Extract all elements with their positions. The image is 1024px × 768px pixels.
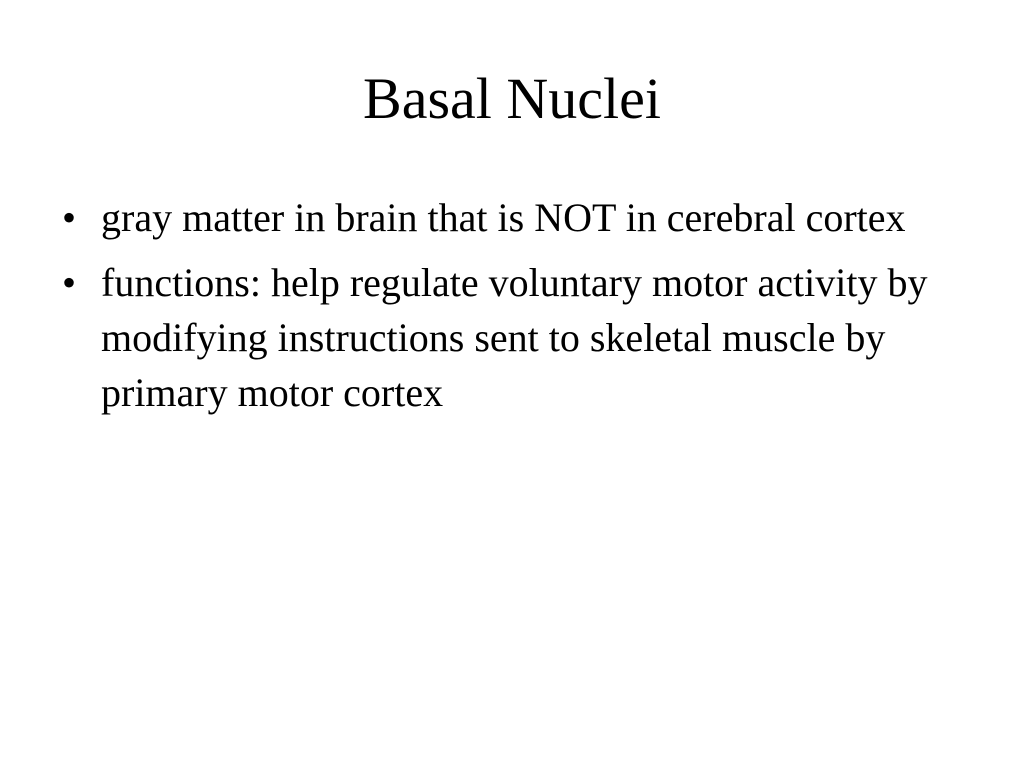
bullet-marker: •: [62, 195, 77, 240]
bullet-list: [62, 190, 972, 430]
slide-title: Basal Nuclei: [363, 66, 661, 131]
bullet-text-functions: functions: help regulate voluntary motor activity by modifying instructions sent to skeletal muscle by primary motor cortex: [101, 260, 928, 415]
bullet-text-gray-matter: gray matter in brain that is NOT in cerebral cortex: [101, 195, 906, 240]
bullet-marker: •: [62, 260, 77, 305]
bullet-item-functions: [62, 255, 972, 420]
bullet-item-gray-matter: [62, 190, 972, 245]
